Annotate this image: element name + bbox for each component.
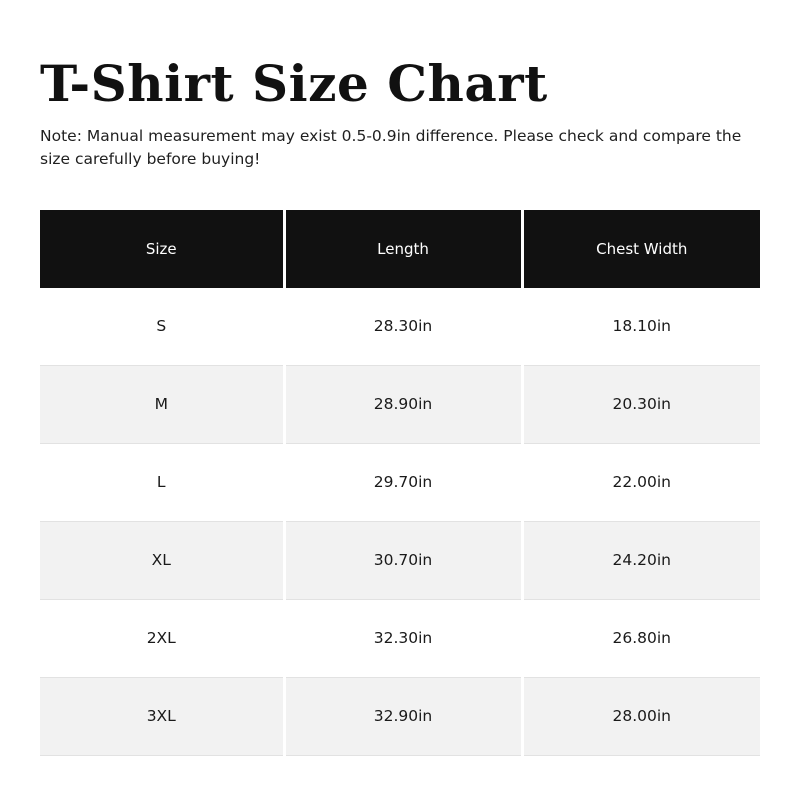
- table-header-row: [40, 210, 760, 288]
- table-row: [40, 599, 760, 677]
- table-row: [40, 443, 760, 521]
- size-table: [40, 210, 760, 756]
- cell-length: 29.70in: [284, 443, 522, 521]
- cell-size: M: [40, 365, 284, 443]
- page-title: T-Shirt Size Chart: [40, 54, 548, 113]
- column-header-chest-width: Chest Width: [522, 210, 760, 288]
- cell-length: 32.30in: [284, 599, 522, 677]
- column-header-size: Size: [40, 210, 284, 288]
- cell-chest-width: 26.80in: [522, 599, 760, 677]
- cell-size: XL: [40, 521, 284, 599]
- cell-size: 3XL: [40, 677, 284, 755]
- table-header: [40, 210, 760, 288]
- cell-length: 28.90in: [284, 365, 522, 443]
- cell-chest-width: 28.00in: [522, 677, 760, 755]
- cell-size: S: [40, 288, 284, 366]
- table-row: [40, 677, 760, 755]
- cell-chest-width: 20.30in: [522, 365, 760, 443]
- cell-chest-width: 24.20in: [522, 521, 760, 599]
- table-row: [40, 365, 760, 443]
- cell-chest-width: 18.10in: [522, 288, 760, 366]
- table-row: [40, 521, 760, 599]
- column-header-length: Length: [284, 210, 522, 288]
- cell-size: L: [40, 443, 284, 521]
- cell-size: 2XL: [40, 599, 284, 677]
- cell-length: 32.90in: [284, 677, 522, 755]
- table-row: [40, 288, 760, 366]
- cell-length: 28.30in: [284, 288, 522, 366]
- cell-length: 30.70in: [284, 521, 522, 599]
- table-body: [40, 288, 760, 756]
- measurement-note: Note: Manual measurement may exist 0.5-0.9in difference. Please check and compare the size carefully before buying!: [40, 127, 742, 169]
- size-table-container: [40, 210, 760, 756]
- cell-chest-width: 22.00in: [522, 443, 760, 521]
